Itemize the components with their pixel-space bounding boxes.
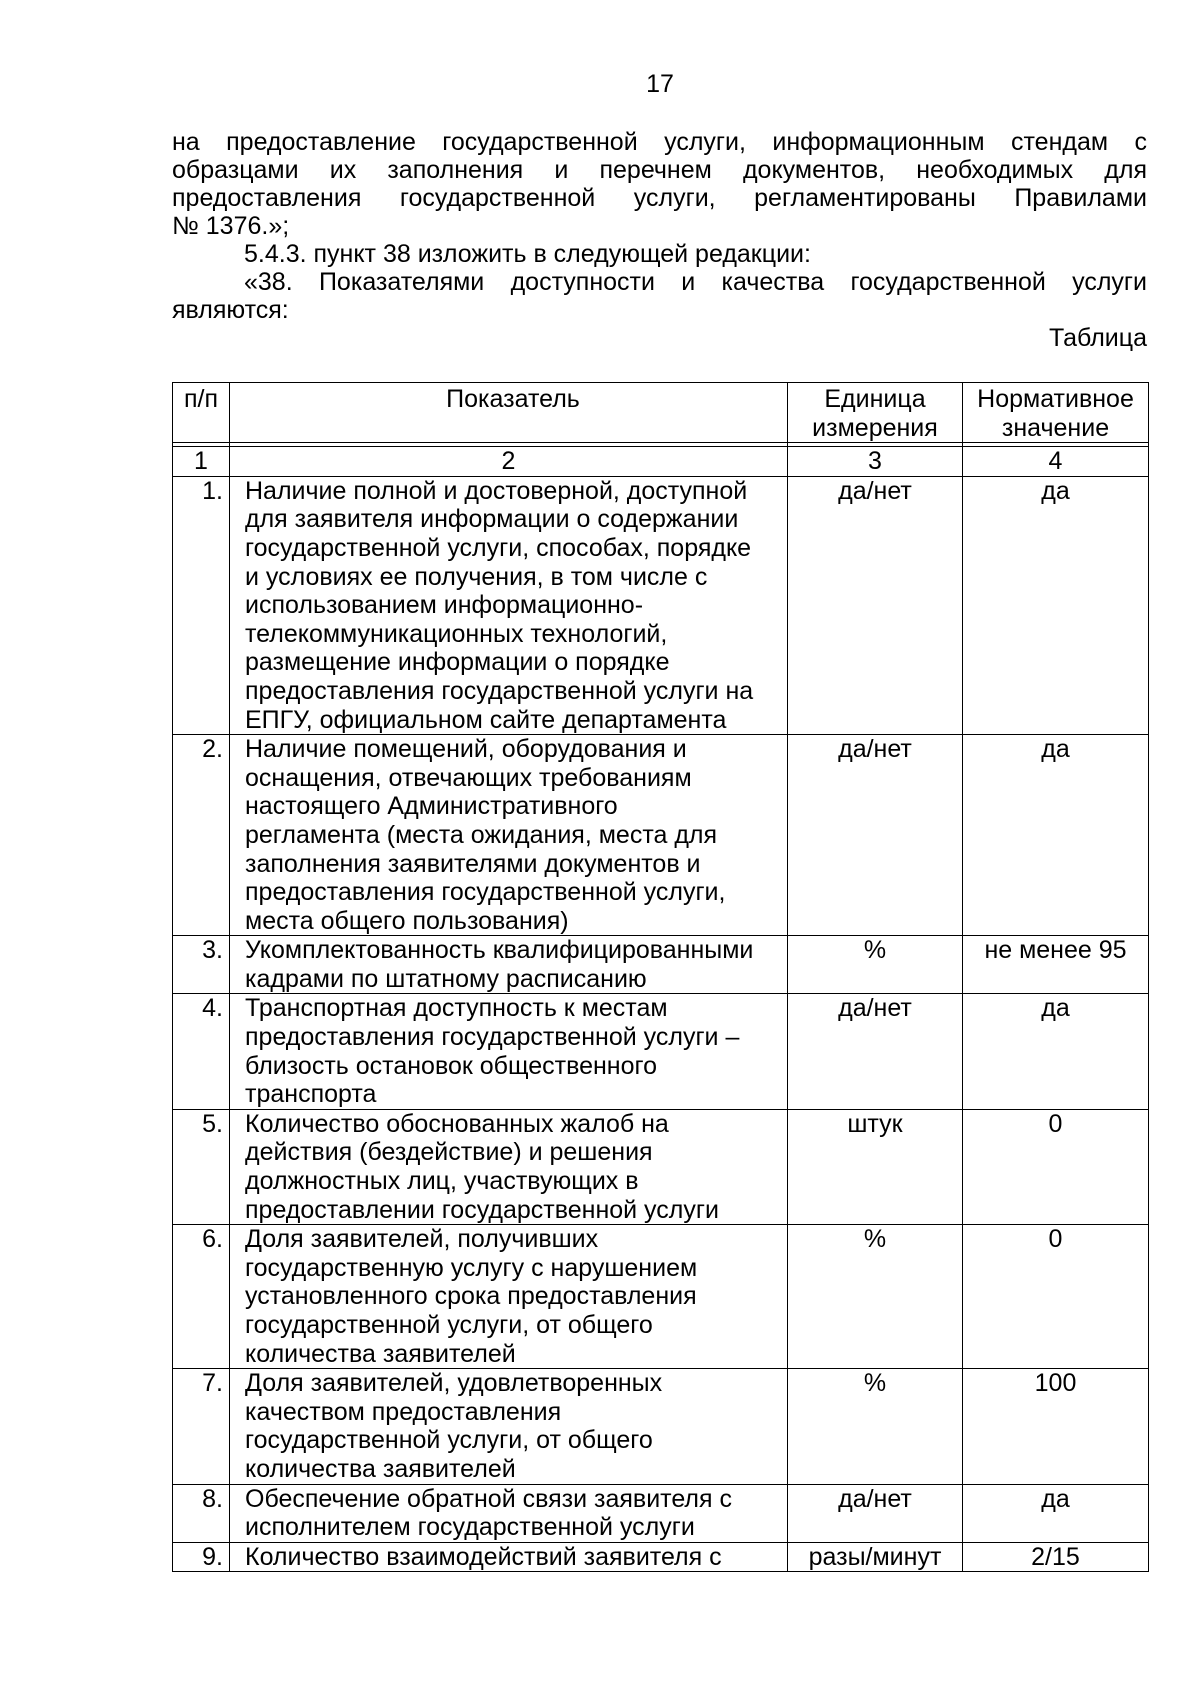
value-cell: 0: [963, 1225, 1149, 1369]
row-number: 6.: [173, 1225, 230, 1369]
row-number: 3.: [173, 936, 230, 994]
header-indicator: Показатель: [230, 383, 788, 443]
column-number: 2: [230, 447, 788, 477]
text-line: № 1376.»;: [172, 212, 290, 240]
column-numbers-row: [173, 447, 1149, 477]
indicator-line: установленного срока предоставления: [245, 1282, 697, 1311]
table-row: [173, 1484, 1149, 1542]
text-line: являются:: [172, 296, 289, 324]
table-row: [173, 994, 1149, 1109]
unit-cell: да/нет: [788, 1484, 963, 1542]
indicator-line: количества заявителей: [245, 1339, 516, 1368]
indicator-line: предоставлении государственной услуги: [245, 1195, 719, 1224]
table-row: [173, 476, 1149, 734]
unit-cell: да/нет: [788, 476, 963, 734]
indicator-line: настоящего Административного: [245, 792, 618, 821]
text-line: на предоставление государственной услуги, информационным стендам с: [172, 128, 1147, 156]
indicator-cell: [230, 994, 788, 1109]
header-unit: [788, 383, 963, 443]
unit-cell: %: [788, 1369, 963, 1484]
text-line: предоставления государственной услуги, регламентированы Правилами: [172, 184, 1147, 212]
indicator-line: близость остановок общественного: [245, 1051, 657, 1080]
indicator-line: места общего пользования): [245, 906, 569, 935]
table-row: [173, 735, 1149, 936]
table-row: [173, 1369, 1149, 1484]
indicator-line: Количество обоснованных жалоб на: [245, 1109, 669, 1138]
value-cell: не менее 95: [963, 936, 1149, 994]
unit-cell: разы/минут: [788, 1542, 963, 1572]
row-number: 4.: [173, 994, 230, 1109]
table-row: [173, 1225, 1149, 1369]
value-cell: 2/15: [963, 1542, 1149, 1572]
indicator-line: государственной услуги, от общего: [245, 1426, 653, 1455]
indicator-line: государственной услуги, способах, порядке: [245, 533, 752, 562]
indicator-cell: [230, 735, 788, 936]
indicator-cell: [230, 1109, 788, 1224]
value-cell: 0: [963, 1109, 1149, 1224]
text-line: «38. Показателями доступности и качества государственной услуги: [244, 268, 1147, 296]
unit-cell: да/нет: [788, 994, 963, 1109]
indicator-line: Укомплектованность квалифицированными: [245, 936, 754, 965]
row-number: 7.: [173, 1369, 230, 1484]
indicator-line: Обеспечение обратной связи заявителя с: [245, 1484, 732, 1513]
indicator-line: государственной услуги, от общего: [245, 1311, 653, 1339]
table-row: [173, 1542, 1149, 1572]
header-norm-line: значение: [1001, 413, 1110, 442]
row-number: 2.: [173, 735, 230, 936]
indicator-line: заполнения заявителями документов и: [245, 849, 701, 878]
indicator-cell: [230, 1542, 788, 1572]
header-unit-line: измерения: [812, 413, 938, 442]
indicator-line: регламента (места ожидания, места для: [245, 820, 718, 849]
unit-cell: %: [788, 936, 963, 994]
indicator-line: исполнителем государственной услуги: [245, 1513, 695, 1542]
indicator-line: телекоммуникационных технологий,: [245, 619, 668, 648]
indicator-line: количества заявителей: [245, 1454, 516, 1483]
unit-cell: %: [788, 1225, 963, 1369]
indicator-line: и условиях ее получения, в том числе с: [245, 562, 708, 591]
indicator-line: государственную услугу с нарушением: [245, 1253, 698, 1282]
row-number: 9.: [173, 1542, 230, 1572]
indicator-cell: [230, 476, 788, 734]
indicator-line: использованием информационно-: [245, 591, 644, 620]
paragraph-item-543: 5.4.3. пункт 38 изложить в следующей редакции:: [244, 240, 811, 268]
row-number: 1.: [173, 476, 230, 734]
indicator-line: качеством предоставления: [245, 1397, 562, 1426]
header-unit-line: Единица: [824, 385, 926, 413]
row-number: 5.: [173, 1109, 230, 1224]
indicator-line: Доля заявителей, получивших: [245, 1225, 599, 1254]
indicator-line: действия (бездействие) и решения: [245, 1138, 653, 1167]
table-caption: Таблица: [1048, 324, 1147, 352]
indicator-line: Количество взаимодействий заявителя с: [245, 1542, 722, 1571]
column-number: 4: [963, 447, 1149, 477]
indicator-line: Наличие помещений, оборудования и: [245, 735, 687, 764]
indicator-cell: [230, 1484, 788, 1542]
value-cell: да: [963, 476, 1149, 734]
column-number: 1: [173, 447, 230, 477]
indicator-line: Транспортная доступность к местам: [245, 994, 668, 1023]
indicator-line: для заявителя информации о содержании: [245, 505, 739, 534]
indicator-line: предоставления государственной услуги,: [245, 878, 726, 907]
header-num: п/п: [173, 383, 230, 443]
value-cell: да: [963, 1484, 1149, 1542]
value-cell: да: [963, 994, 1149, 1109]
indicator-line: Наличие полной и достоверной, доступной: [245, 476, 748, 505]
value-cell: да: [963, 735, 1149, 936]
column-number: 3: [788, 447, 963, 477]
indicator-cell: [230, 1369, 788, 1484]
indicator-line: ЕПГУ, официальном сайте департамента: [245, 705, 727, 734]
text-line: образцами их заполнения и перечнем документов, необходимых для: [172, 156, 1147, 184]
table-header-row: [173, 383, 1149, 443]
indicator-line: должностных лиц, участвующих в: [245, 1167, 639, 1196]
indicator-line: предоставления государственной услуги –: [245, 1023, 740, 1052]
value-cell: 100: [963, 1369, 1149, 1484]
unit-cell: да/нет: [788, 735, 963, 936]
unit-cell: штук: [788, 1109, 963, 1224]
page-number: 17: [646, 70, 674, 98]
header-norm-line: Нормативное: [977, 385, 1134, 413]
indicator-line: оснащения, отвечающих требованиям: [245, 763, 692, 792]
row-number: 8.: [173, 1484, 230, 1542]
indicators-table: [172, 382, 1149, 1572]
indicator-cell: [230, 1225, 788, 1369]
paragraph-item-38: [172, 268, 1147, 324]
indicator-line: Доля заявителей, удовлетворенных: [245, 1369, 663, 1398]
indicator-line: предоставления государственной услуги на: [245, 676, 754, 705]
header-norm: [963, 383, 1149, 443]
indicator-cell: [230, 936, 788, 994]
table-row: [173, 1109, 1149, 1224]
paragraph-intro: [172, 128, 1147, 240]
indicator-line: размещение информации о порядке: [245, 648, 670, 677]
indicator-line: кадрами по штатному расписанию: [245, 964, 647, 993]
indicator-line: транспорта: [245, 1080, 377, 1109]
table-row: [173, 936, 1149, 994]
